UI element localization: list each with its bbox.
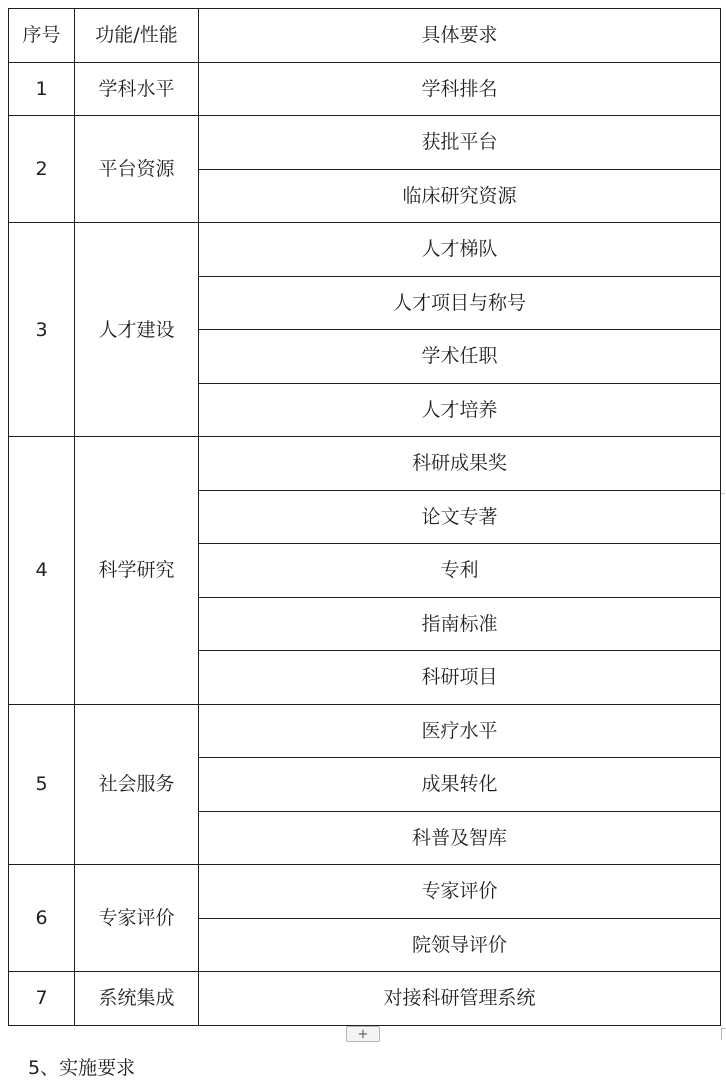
header-function[interactable]: 功能/性能 <box>75 9 199 63</box>
function-cell[interactable]: 系统集成 <box>75 972 199 1026</box>
requirement-cell[interactable]: 人才培养 <box>199 383 721 437</box>
requirement-cell[interactable]: 学术任职 <box>199 330 721 384</box>
requirement-cell[interactable]: 论文专著 <box>199 490 721 544</box>
requirement-cell[interactable]: 科研成果奖 <box>199 437 721 491</box>
table-body <box>9 9 721 1026</box>
section-heading: 5、实施要求 <box>28 1057 136 1079</box>
requirement-cell[interactable]: 科普及智库 <box>199 811 721 865</box>
table-resize-corner[interactable] <box>721 1028 725 1040</box>
requirement-cell[interactable]: 医疗水平 <box>199 704 721 758</box>
function-cell[interactable]: 科学研究 <box>75 437 199 705</box>
seq-cell[interactable]: 1 <box>9 62 75 116</box>
table-row <box>9 62 721 116</box>
table-header-row <box>9 9 721 63</box>
table-row <box>9 437 721 491</box>
requirements-table <box>8 8 721 1026</box>
table-row <box>9 704 721 758</box>
requirement-cell[interactable]: 院领导评价 <box>199 918 721 972</box>
requirement-cell[interactable]: 学科排名 <box>199 62 721 116</box>
seq-cell[interactable]: 7 <box>9 972 75 1026</box>
requirement-cell[interactable]: 人才项目与称号 <box>199 276 721 330</box>
table-row <box>9 116 721 170</box>
seq-cell[interactable]: 3 <box>9 223 75 437</box>
requirement-cell[interactable]: 临床研究资源 <box>199 169 721 223</box>
seq-cell[interactable]: 4 <box>9 437 75 705</box>
seq-cell[interactable]: 6 <box>9 865 75 972</box>
seq-cell[interactable]: 2 <box>9 116 75 223</box>
requirement-cell[interactable]: 获批平台 <box>199 116 721 170</box>
header-seq[interactable]: 序号 <box>9 9 75 63</box>
header-requirement[interactable]: 具体要求 <box>199 9 721 63</box>
function-cell[interactable]: 学科水平 <box>75 62 199 116</box>
function-cell[interactable]: 社会服务 <box>75 704 199 865</box>
add-row-button[interactable]: + <box>346 1026 380 1042</box>
table-row <box>9 223 721 277</box>
requirement-cell[interactable]: 专利 <box>199 544 721 598</box>
requirement-cell[interactable]: 成果转化 <box>199 758 721 812</box>
table-row <box>9 865 721 919</box>
requirement-cell[interactable]: 专家评价 <box>199 865 721 919</box>
function-cell[interactable]: 专家评价 <box>75 865 199 972</box>
function-cell[interactable]: 人才建设 <box>75 223 199 437</box>
requirement-cell[interactable]: 科研项目 <box>199 651 721 705</box>
seq-cell[interactable]: 5 <box>9 704 75 865</box>
requirement-cell[interactable]: 对接科研管理系统 <box>199 972 721 1026</box>
column-resize-handle[interactable] <box>721 493 725 494</box>
requirement-cell[interactable]: 人才梯队 <box>199 223 721 277</box>
requirement-cell[interactable]: 指南标准 <box>199 597 721 651</box>
function-cell[interactable]: 平台资源 <box>75 116 199 223</box>
table-row <box>9 972 721 1026</box>
